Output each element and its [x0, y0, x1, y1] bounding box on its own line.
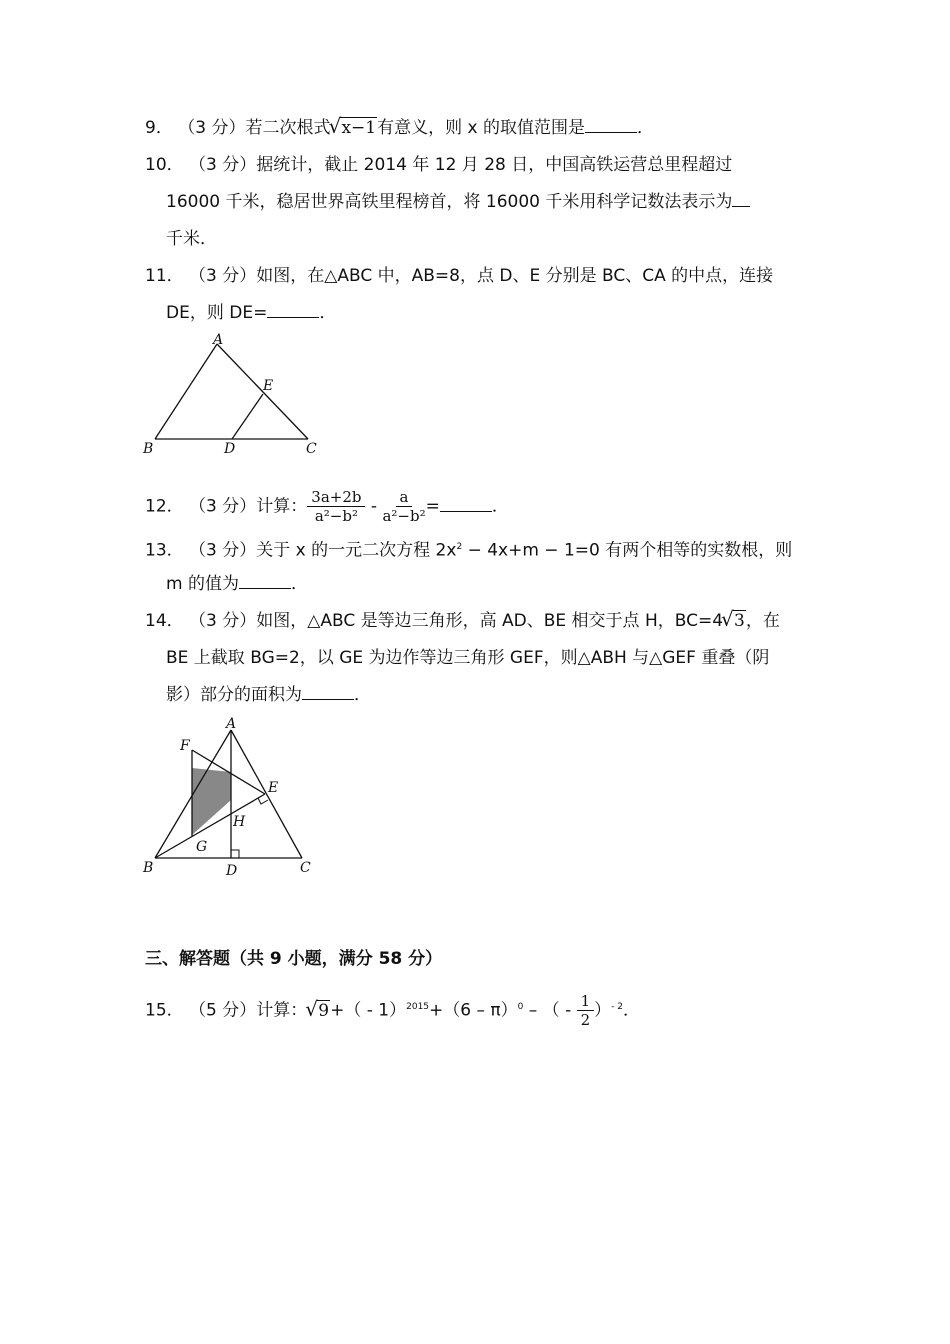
label-b: B [143, 441, 154, 457]
q12-answer-blank[interactable] [440, 497, 492, 512]
question-14: 14． （3 分）如图，△ABC 是等边三角形，高 AD、BE 相交于点 H，BC=4√ 3，在 [145, 611, 780, 631]
q10-answer-blank[interactable] [732, 192, 750, 207]
q11-score: （3 分） [189, 266, 257, 286]
q14-answer-blank[interactable] [302, 685, 354, 700]
q9-score: （3 分） [178, 118, 246, 138]
label-h: H [233, 814, 246, 830]
question-15: 15． （5 分）计算：√ 9+（ - 1）$^{2015}$+（6 – π）$^0$ – （ - $\frac{1}{2}$ ）$^{- 2}$． [145, 992, 640, 1029]
q12-fraction-2: $\frac{a}{\text{a²−b²}}$ [382, 488, 426, 525]
q14-radical: √ 3 [723, 611, 746, 631]
q13-number: 13． [145, 540, 184, 561]
q12-fraction-1: $\frac{3a+2b}{\text{a²−b²}}$ [307, 488, 365, 525]
q14-score: （3 分） [189, 611, 257, 631]
q10-line1: 据统计，截止 2014 年 12 月 28 日，中国高铁运营总里程超过 [256, 155, 733, 175]
q15-fraction: $\frac{1}{2}$ [577, 992, 595, 1029]
q11-number: 11． [145, 266, 184, 286]
question-11 [145, 266, 773, 286]
label-a: A [213, 332, 224, 348]
right-angle-mark-d [231, 850, 239, 858]
label-f: F [180, 738, 190, 754]
question-13: 13． （3 分）关于 x 的一元二次方程 $2x^2 - 4x+m - 1=0$ 有两个相等的实数根，则 [145, 540, 793, 561]
label-d: D [224, 441, 236, 457]
q13-score: （3 分） [189, 540, 257, 561]
section-title: 三、解答题（共 9 小题，满分 58 分） [145, 949, 443, 969]
q14-line3: 影）部分的面积为 ． [166, 685, 371, 705]
q14-triangle-figure [140, 712, 330, 882]
q11-line1: 如图，在△ABC 中，AB=8，点 D、E 分别是 BC、CA 的中点，连接 [256, 266, 774, 286]
q12-score: （3 分） [189, 496, 257, 517]
label-b: B [143, 860, 154, 876]
question-9: 9． （3 分）若二次根式√ x−1有意义，则 x 的取值范围是 ． [145, 118, 654, 138]
label-c: C [300, 860, 311, 876]
label-d: D [226, 863, 238, 879]
q10-line3: 千米． [166, 229, 217, 249]
segment-ab [155, 344, 217, 439]
q11-answer-blank[interactable] [267, 303, 319, 318]
q9-number: 9． [145, 118, 173, 138]
q10-number: 10． [145, 155, 184, 175]
q13-answer-blank[interactable] [239, 574, 291, 589]
right-angle-mark-e [258, 798, 268, 804]
segment-de [232, 394, 263, 439]
label-c: C [306, 441, 317, 457]
q12-number: 12． [145, 496, 184, 517]
q14-number: 14． [145, 611, 184, 631]
q13-line2: m 的值为 ． [166, 574, 308, 594]
label-e: E [268, 780, 279, 796]
q15-number: 15． [145, 1000, 184, 1021]
q9-text-post: 有意义，则 x 的取值范围是 [377, 118, 585, 138]
q15-score: （5 分） [189, 1000, 257, 1021]
question-12: 12． （3 分）计算： $\frac{3a+2b}{\text{a²−b²}}$ - $\frac{a}{\text{a²−b²}}$ = ． [145, 488, 509, 525]
q9-answer-blank[interactable] [585, 118, 637, 133]
q14-line2: BE 上截取 BG=2，以 GE 为边作等边三角形 GEF，则△ABH 与△GEF 重叠（阴 [166, 648, 770, 668]
label-e: E [263, 378, 274, 394]
q10-score: （3 分） [189, 155, 257, 175]
q11-triangle-figure [140, 332, 330, 460]
label-g: G [196, 839, 208, 855]
q11-line2: DE，则 DE= ． [166, 303, 337, 323]
q9-text-pre: 若二次根式 [245, 118, 331, 138]
label-a: A [226, 716, 237, 732]
q15-radical: √ 9 [307, 1001, 330, 1021]
q9-radical: √ x−1 [330, 118, 377, 138]
question-10 [145, 155, 732, 175]
q10-line2: 16000 千米，稳居世界高铁里程榜首，将 16000 千米用科学记数法表示为 [166, 192, 750, 212]
segment-ac [231, 730, 302, 858]
